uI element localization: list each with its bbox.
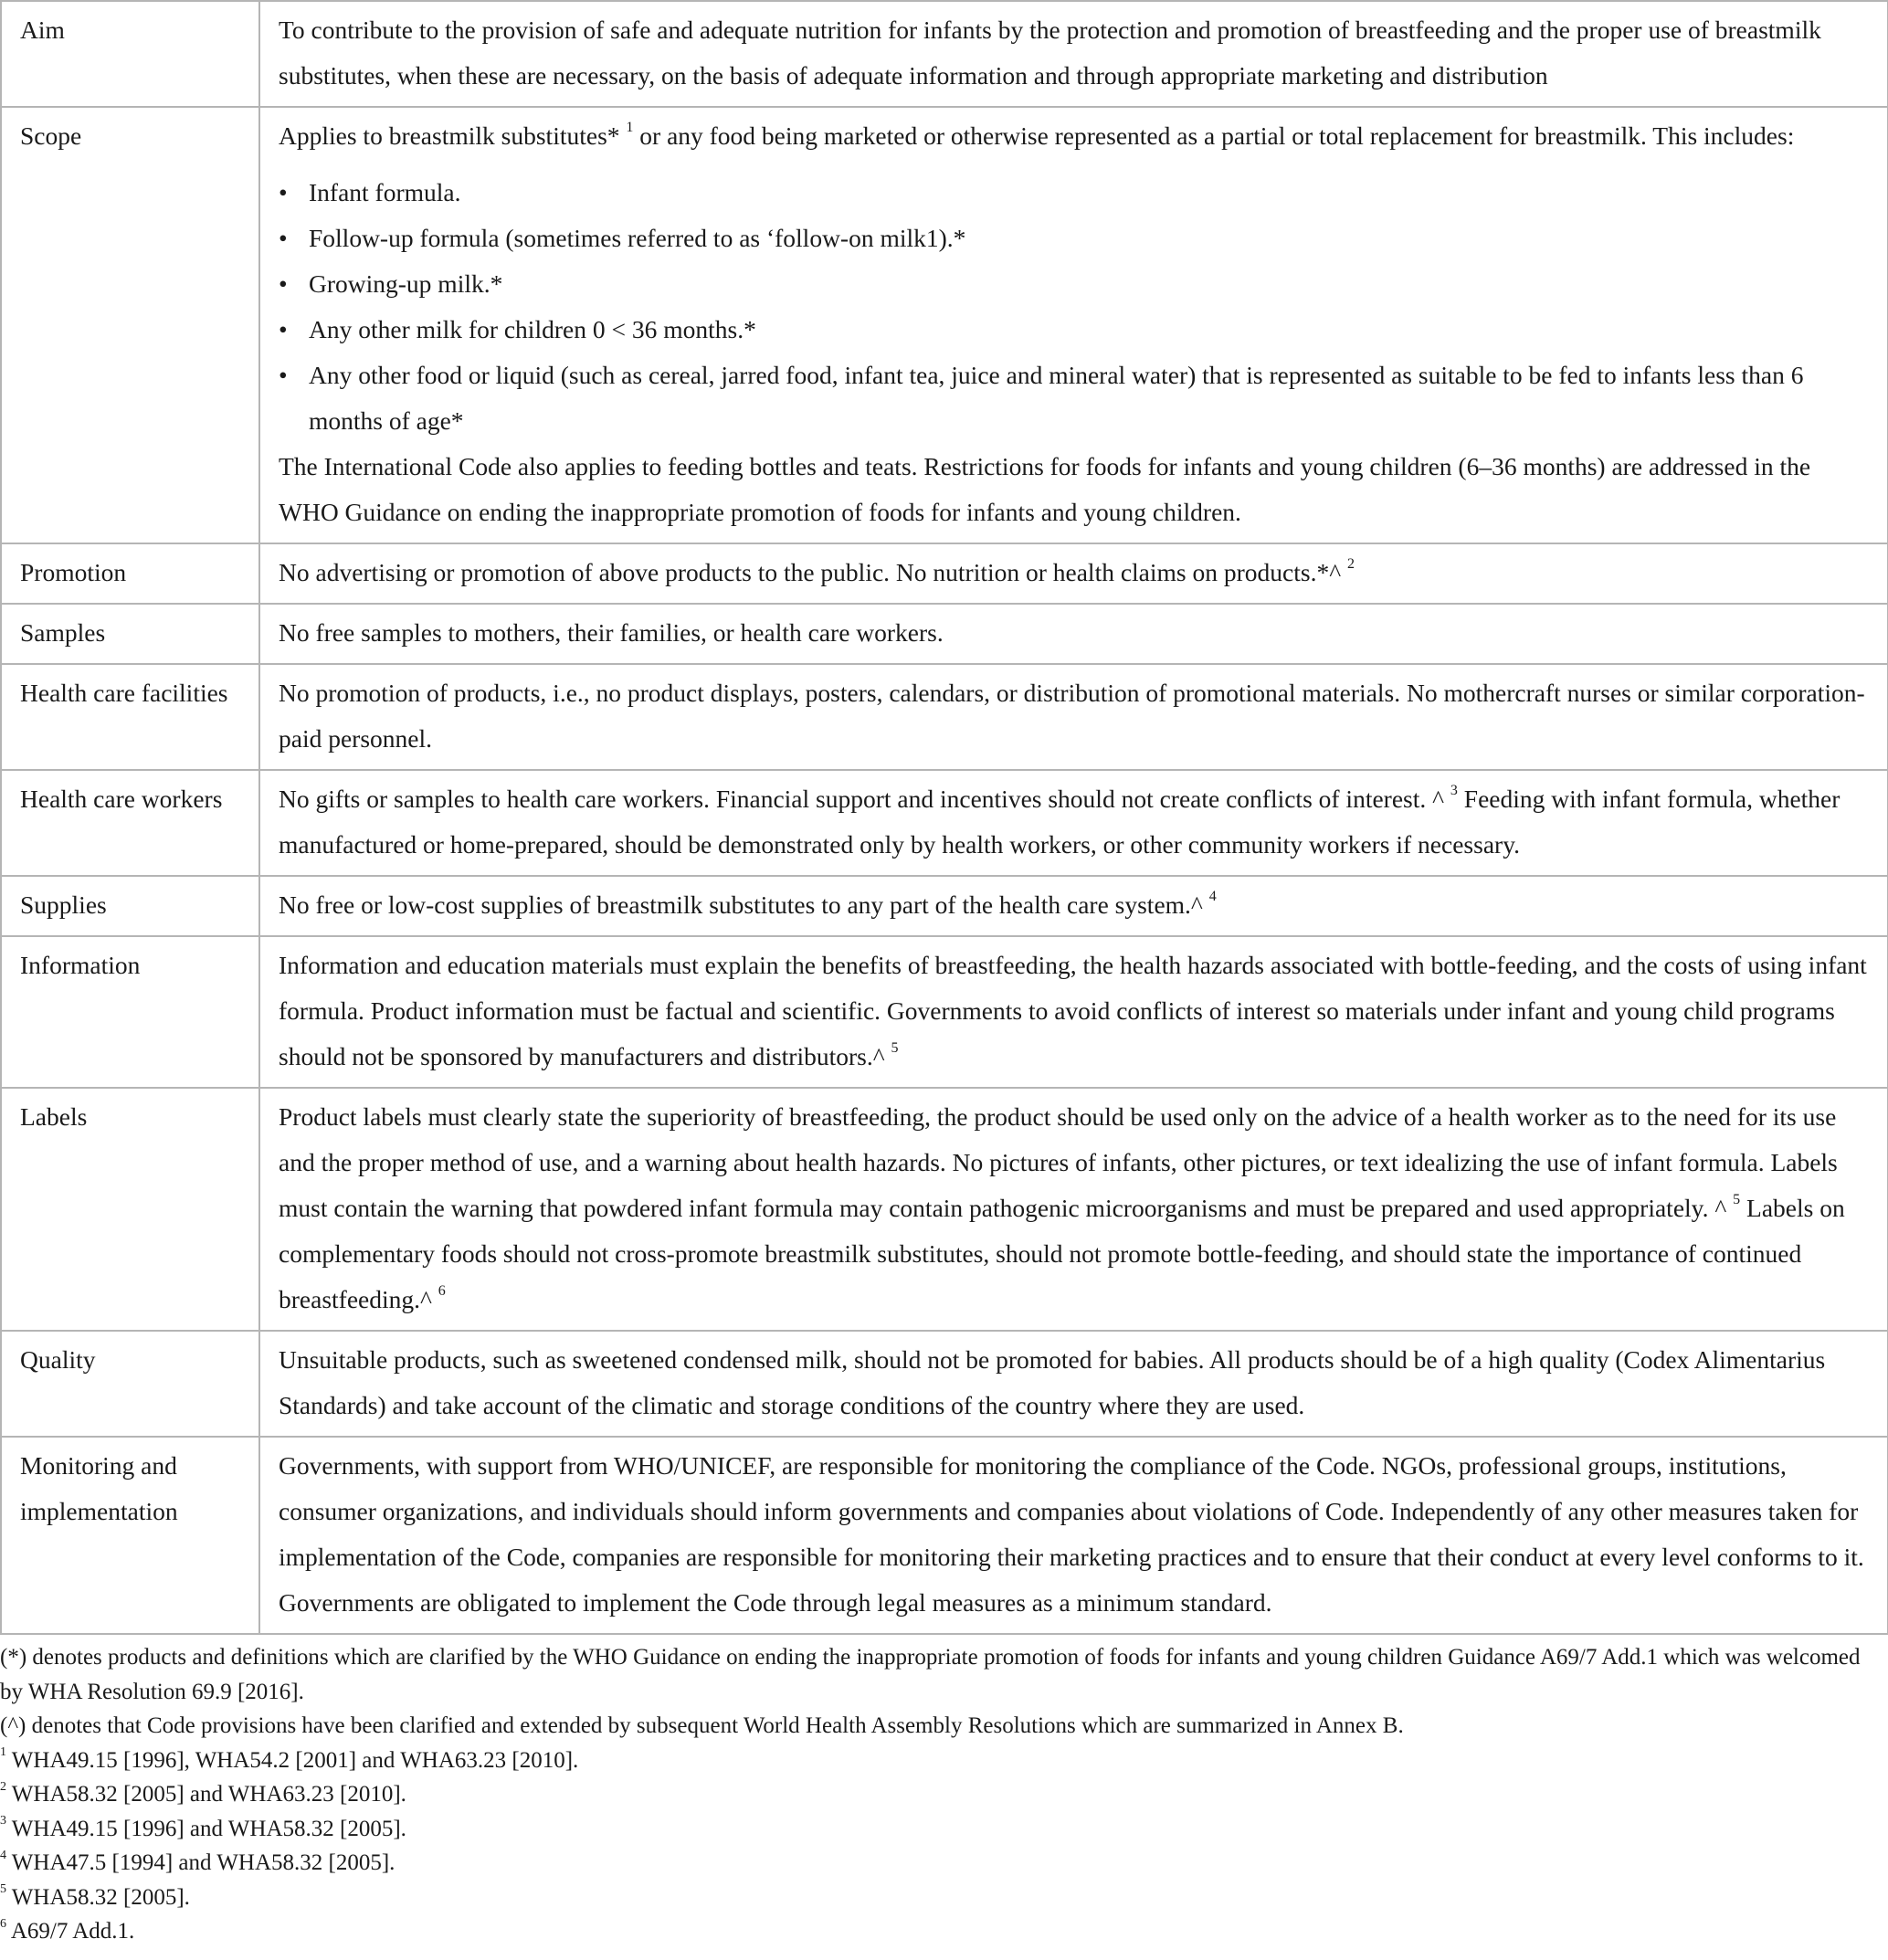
footnote [0,1914,1888,1949]
footnote-text: WHA49.15 [1996] and WHA58.32 [2005]. [6,1816,406,1841]
table-row-scope [1,107,1888,543]
bullet: • [279,178,288,206]
footnote-text: WHA47.5 [1994] and WHA58.32 [2005]. [6,1850,396,1875]
footnote-ref: 5 [891,1039,899,1056]
list-item-text: Any other milk for children 0 < 36 months.* [309,315,756,343]
row-text: Information and education materials must explain the benefits of breastfeeding, the health hazards associated with bottle-feeding, and the costs of using infant formula. Product information must be factual and scientific. Governments to avoid conflicts of interest so materials under infant and young child programs should not be sponsored by manufacturers and distributors.^ [279,951,1867,1070]
row-text: No advertising or promotion of above products to the public. No nutrition or health claims on products.*^ [279,558,1347,586]
table-row-supplies [1,876,1888,936]
asterisk-note: (*) denotes products and definitions which are clarified by the WHO Guidance on ending the inappropriate promotion of foods for infants and young children Guidance A69/7 Add.1 which was welcomed by WHA Resolution 69.9 [2016]. [0,1645,1861,1704]
footnote [0,1881,1888,1915]
footnote-number: 3 [0,1814,6,1828]
row-label: Labels [1,1088,259,1331]
table-row-promotion [1,543,1888,604]
footnote-ref: 3 [1450,782,1458,798]
row-label: Promotion [1,543,259,604]
row-text: No free or low-cost supplies of breastmilk substitutes to any part of the health care system.^ [279,890,1209,919]
list-item [279,261,1869,307]
row-label: Monitoring and implementation [1,1437,259,1634]
table-row-quality [1,1331,1888,1437]
list-item [279,353,1869,444]
row-label: Scope [1,107,259,543]
row-label: Quality [1,1331,259,1437]
row-text: No free samples to mothers, their families, or health care workers. [259,604,1888,664]
scope-outro: The International Code also applies to feeding bottles and teats. Restrictions for foods for infants and young children (6–36 months) are addressed in the WHO Guidance on ending the inappropriate promotion of foods for infants and young children. [279,452,1811,526]
list-item-text: Infant formula. [309,178,461,206]
bullet: • [279,361,288,389]
footnote-number: 5 [0,1882,6,1897]
row-text: Feeding with infant formula, whether manufactured or home-prepared, should be demonstrated only by health workers, or other community workers if necessary. [279,785,1841,859]
table-row-labels [1,1088,1888,1331]
scope-intro-text: Applies to breastmilk substitutes* [279,121,627,150]
scope-list [279,170,1869,444]
footnote-text: WHA58.32 [2005]. [6,1884,190,1910]
table-row-health-care-facilities [1,664,1888,770]
footnote-ref: 2 [1347,555,1355,572]
scope-intro-text: or any food being marketed or otherwise represented as a partial or total replacement for breastmilk. This includes: [633,121,1795,150]
row-label: Aim [1,1,259,107]
row-text-cell [259,1088,1888,1331]
table-row-information [1,936,1888,1088]
scope-intro [279,113,1869,159]
table-notes [0,1635,1888,1949]
row-text: Governments, with support from WHO/UNICEF, are responsible for monitoring the compliance of the Code. NGOs, professional groups, institutions, consumer organizations, and individuals should inform governments and companies about violations of Code. Independently of any other measures taken for implementation of the Code, companies are responsible for monitoring their marketing practices and to ensure that their conduct at every level conforms to it. Governments are obligated to implement the Code through legal measures as a minimum standard. [259,1437,1888,1634]
row-label: Information [1,936,259,1088]
footnote-ref: 1 [626,119,634,135]
footnote-text: A69/7 Add.1. [6,1919,135,1944]
row-text-cell [259,770,1888,876]
row-text: No gifts or samples to health care workers. Financial support and incentives should not create conflicts of interest. ^ [279,785,1450,813]
bullet: • [279,269,288,298]
footnote [0,1812,1888,1847]
row-text: To contribute to the provision of safe and adequate nutrition for infants by the protection and promotion of breastfeeding and the proper use of breastmilk substitutes, when these are necessary, on the basis of adequate information and through appropriate marketing and distribution [259,1,1888,107]
row-text-cell [259,876,1888,936]
list-item-text: Follow-up formula (sometimes referred to as ‘follow-on milk1).* [309,224,966,252]
footnote-number: 1 [0,1745,6,1760]
table-row-aim [1,1,1888,107]
row-text-cell [259,936,1888,1088]
footnote-number: 2 [0,1779,6,1794]
row-text: Unsuitable products, such as sweetened condensed milk, should not be promoted for babies. All products should be of a high quality (Codex Alimentarius Standards) and take account of the climatic and storage conditions of the country where they are used. [259,1331,1888,1437]
list-item-text: Growing-up milk.* [309,269,503,298]
footnote-text: WHA58.32 [2005] and WHA63.23 [2010]. [6,1782,406,1807]
row-label: Health care facilities [1,664,259,770]
row-label: Samples [1,604,259,664]
table-row-health-care-workers [1,770,1888,876]
footnote-ref: 4 [1208,888,1217,904]
row-text: No promotion of products, i.e., no product displays, posters, calendars, or distribution of promotional materials. No mothercraft nurses or similar corporation-paid personnel. [259,664,1888,770]
row-text: Labels on complementary foods should not cross-promote breastmilk substitutes, should not promote bottle-feeding, and should state the importance of continued breastfeeding.^ [279,1194,1845,1313]
table-row-monitoring [1,1437,1888,1634]
row-text-cell [259,543,1888,604]
caret-note: (^) denotes that Code provisions have been clarified and extended by subsequent World Health Assembly Resolutions which are summarized in Annex B. [0,1713,1404,1738]
footnote-ref: 5 [1733,1191,1741,1207]
footnote-text: WHA49.15 [1996], WHA54.2 [2001] and WHA63.23 [2010]. [6,1747,579,1773]
footnote-number: 6 [0,1916,6,1931]
row-label: Health care workers [1,770,259,876]
footnote-number: 4 [0,1848,6,1862]
footnote [0,1846,1888,1881]
row-text: Product labels must clearly state the superiority of breastfeeding, the product should be used only on the advice of a health worker as to the need for its use and the proper method of use, and a warning about health hazards. No pictures of infants, other pictures, or text idealizing the use of infant formula. Labels must contain the warning that powdered infant formula may contain pathogenic microorganisms and must be prepared and used appropriately. ^ [279,1102,1838,1222]
footnote-ref: 6 [438,1282,446,1299]
row-label: Supplies [1,876,259,936]
footnote [0,1777,1888,1812]
list-item [279,170,1869,216]
bullet: • [279,224,288,252]
list-item [279,307,1869,353]
list-item-text: Any other food or liquid (such as cereal, jarred food, infant tea, juice and mineral water) that is represented as suitable to be fed to infants less than 6 months of age* [309,361,1804,435]
scope-cell [259,107,1888,543]
list-item [279,216,1869,261]
table-row-samples [1,604,1888,664]
footnote [0,1744,1888,1778]
bullet: • [279,315,288,343]
